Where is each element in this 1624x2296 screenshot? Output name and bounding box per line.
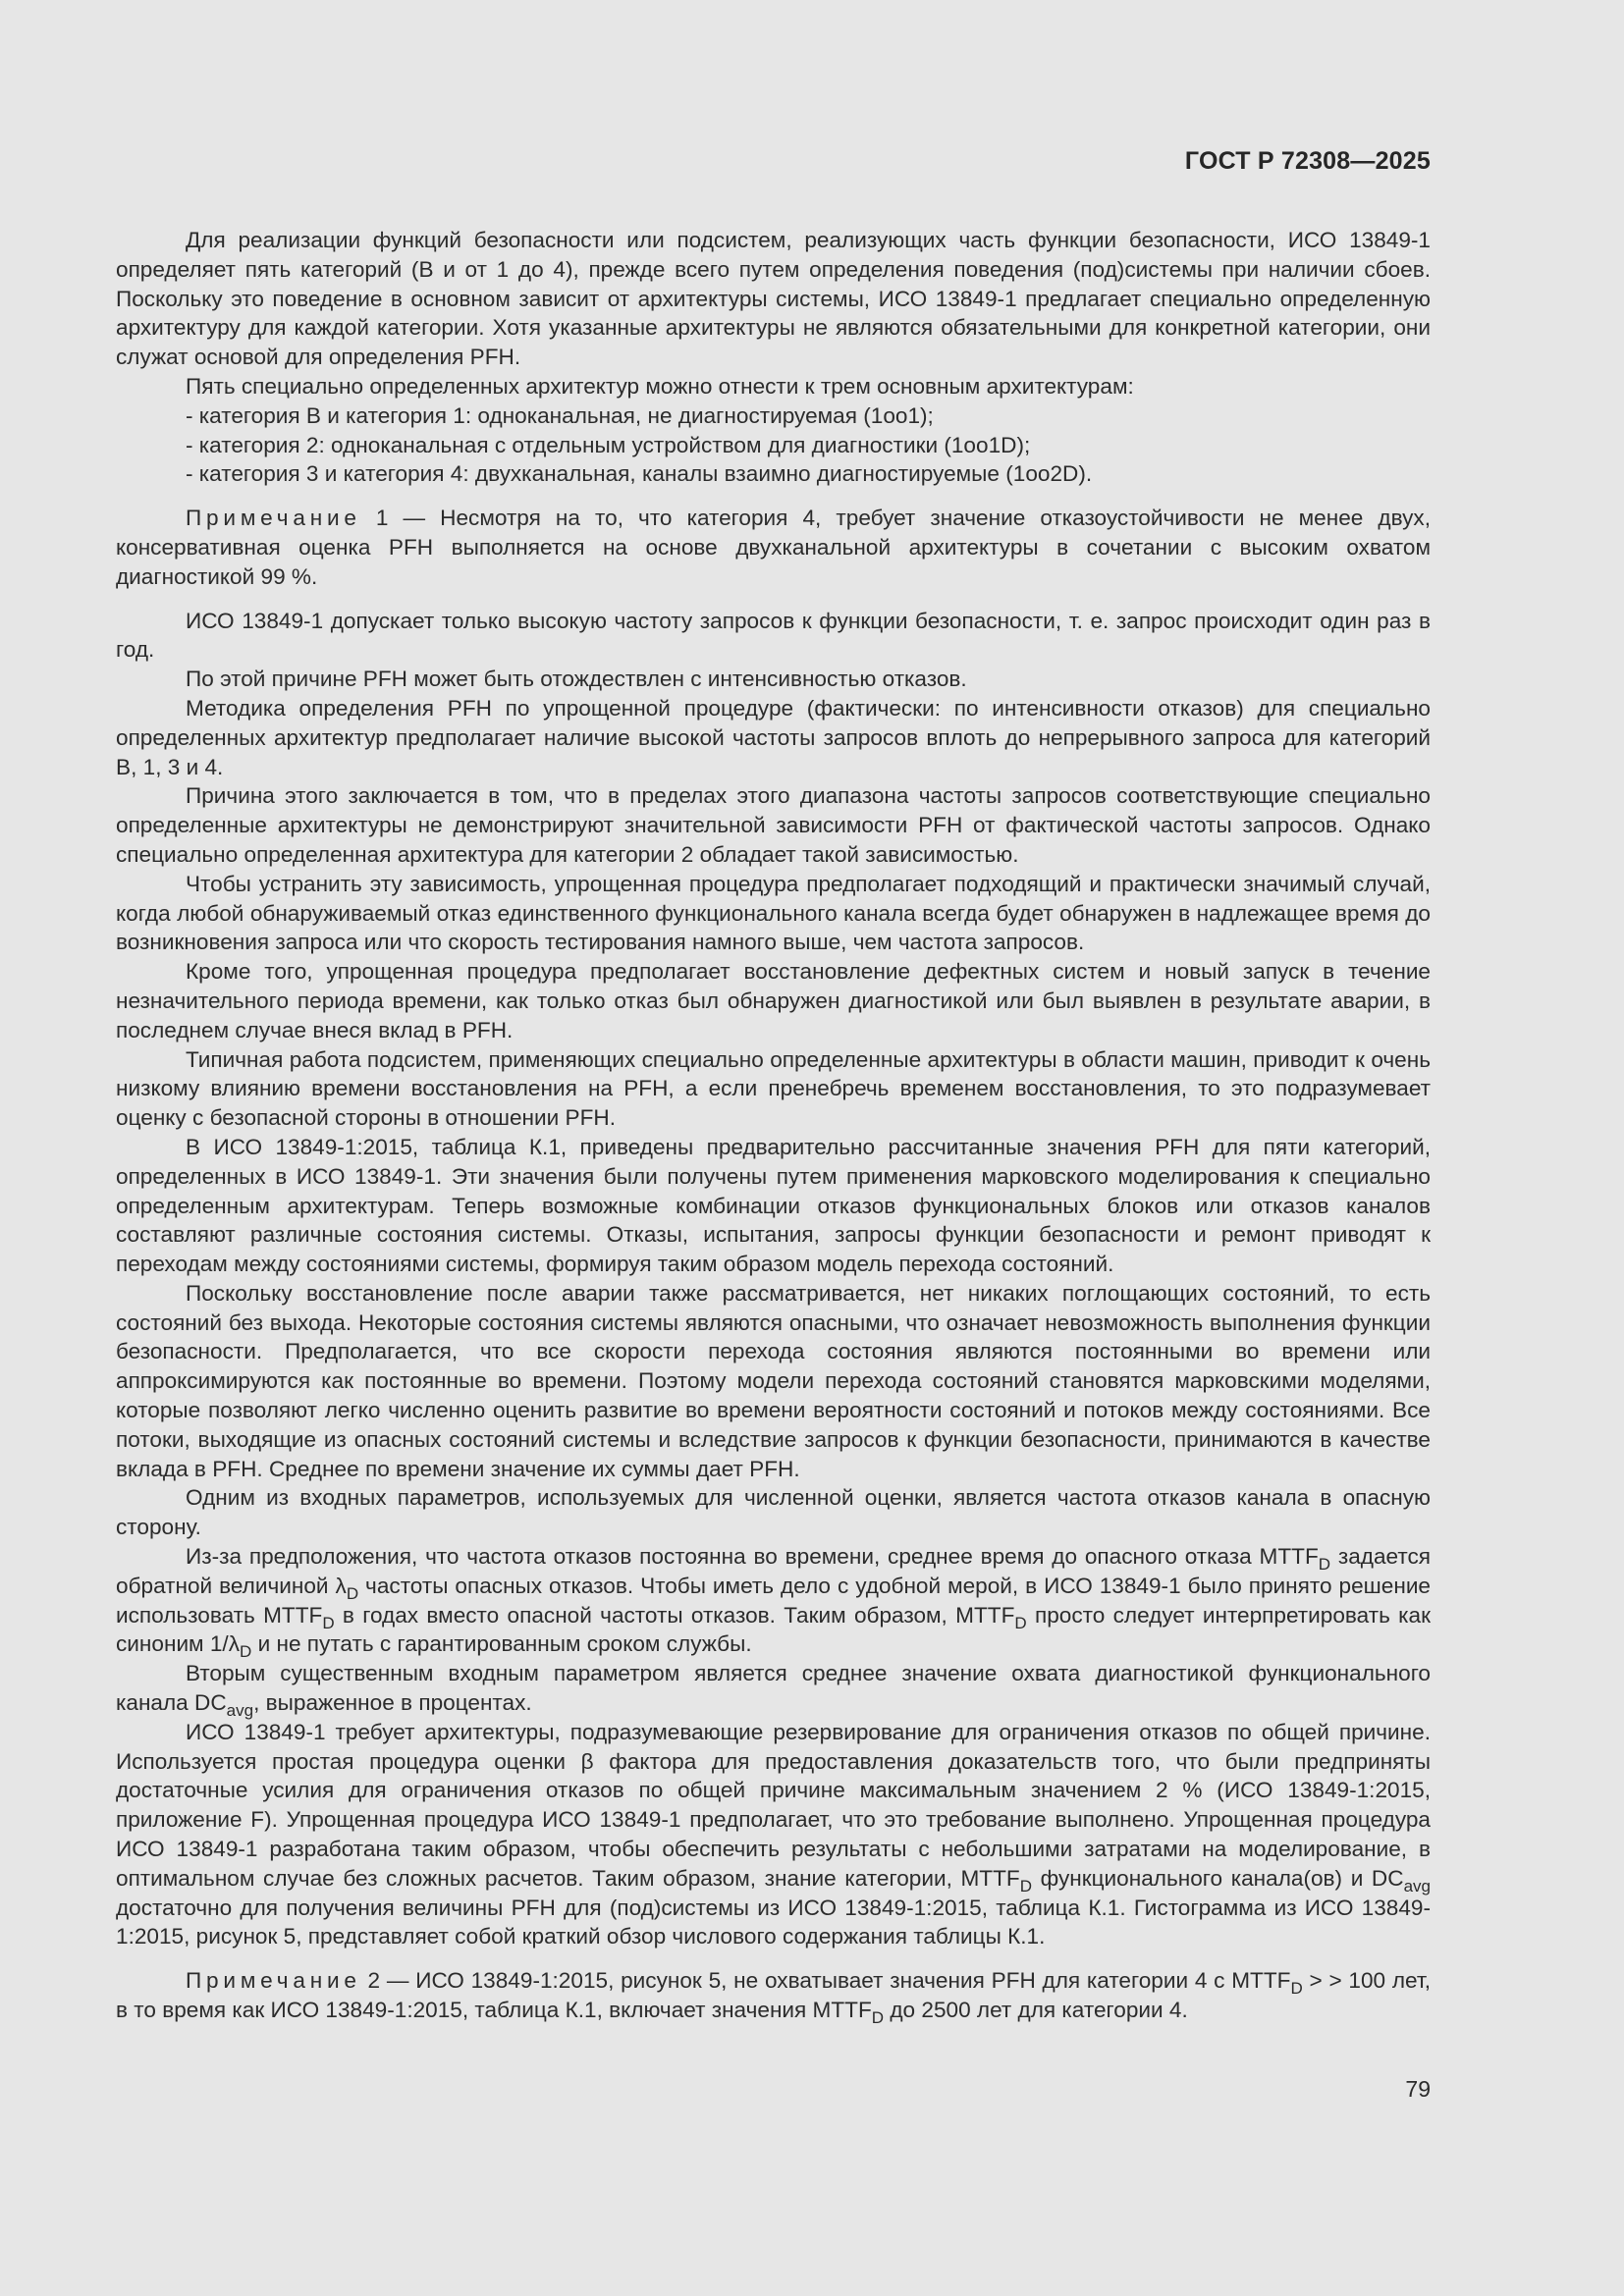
paragraph-ccf <box>116 1718 1431 1951</box>
text-run: функционального канала(ов) и DC <box>1032 1865 1404 1891</box>
paragraph: По этой причине PFH может быть отождествлен с интенсивностью отказов. <box>186 667 967 692</box>
subscript: D <box>346 1583 359 1603</box>
paragraph: Одним из входных параметров, используемых для численной оценки, является частота отказов канала в опасную сторону. <box>116 1485 1431 1540</box>
paragraph: Методика определения PFH по упрощенной процедуре (фактически: по интенсивности отказов) для специально определенных архитектур предполагает наличие высокой частоты запросов вплоть до непрерывного запроса для категорий B, 1, 3 и 4. <box>116 695 1431 779</box>
body-text <box>116 226 1432 2028</box>
note-text: до 2500 лет для категории 4. <box>884 1998 1188 2023</box>
subscript: D <box>240 1642 252 1662</box>
text-run: частоты опасных отказов. Чтобы иметь дело с удобной мерой, в ИСО 13849-1 было принято решение использовать MTTF <box>116 1573 1432 1628</box>
text-run: ИСО 13849-1 требует архитектуры, подразумевающие резервирование для ограничения отказов по общей причине. Используется простая процедура оценки β фактора для предоставления доказательств того, что были предприняты достаточные усилия для ограничения отказов по общей причине максимальным значением 2 % (ИСО 13849-1:2015, приложение F). Упрощенная процедура ИСО 13849-1 предполагает, что это требование выполнено. Упрощенная процедура ИСО 13849-1 разработана таким образом, чтобы обеспечить результаты с небольшими затратами на моделирование, в оптимальном случае без сложных расчетов. Таким образом, знание категории, MTTF <box>116 1719 1431 1891</box>
note-1 <box>116 504 1431 591</box>
text-run: просто следует интерпретировать как синоним 1/λ <box>116 1602 1431 1657</box>
paragraph-mttf <box>116 1542 1432 1662</box>
list-item: - категория 2: одноканальная с отдельным устройством для диагностики (1oo1D); <box>186 432 1031 457</box>
subscript: D <box>322 1613 335 1632</box>
text-run: Вторым существенным входным параметром является среднее значение охвата диагностикой функционального канала DC <box>116 1661 1431 1716</box>
text-run: Из-за предположения, что частота отказов постоянна во времени, среднее время до опасного отказа MTTF <box>186 1544 1319 1570</box>
paragraph: Кроме того, упрощенная процедура предполагает восстановление дефектных систем и новый запуск в течение незначительного периода времени, как только отказ был обнаружен диагностикой или был выявлен в результате аварии, в последнем случае внеся вклад в PFH. <box>116 959 1431 1042</box>
text-run: и не путать с гарантированным сроком службы. <box>251 1631 752 1657</box>
paragraph: Чтобы устранить эту зависимость, упрощенная процедура предполагает подходящий и практически значимый случай, когда любой обнаруживаемый отказ единственного функционального канала всегда будет обнаружен в надлежащее время до возникновения запроса или что скорость тестирования намного выше, чем частота запросов. <box>116 871 1431 955</box>
paragraph: ИСО 13849-1 допускает только высокую частоту запросов к функции безопасности, т. е. запрос происходит один раз в год. <box>116 608 1431 663</box>
list-item: - категория B и категория 1: одноканальная, не диагностируемая (1oo1); <box>186 402 934 428</box>
list-item: - категория 3 и категория 4: двухканальная, каналы взаимно диагностируемые (1oo2D). <box>186 461 1093 487</box>
document-header: ГОСТ Р 72308—2025 <box>1184 147 1431 175</box>
subscript: D <box>1014 1613 1027 1632</box>
paragraph: Причина этого заключается в том, что в пределах этого диапазона частоты запросов соответствующие специально определенные архитектуры не демонстрируют значительной зависимости PFH от фактической частоты запросов. Однако специально определенная архитектура для категории 2 обладает такой зависимостью. <box>116 783 1431 867</box>
paragraph: В ИСО 13849-1:2015, таблица К.1, приведены предварительно рассчитанные значения PFH для пяти категорий, определенных в ИСО 13849-1. Эти значения были получены путем применения марковского моделирования к специально определенным архитектурам. Теперь возможные комбинации отказов функциональных блоков или отказов каналов составляют различные состояния системы. Отказы, испытания, запросы функции безопасности и ремонт приводят к переходам между состояниями системы, формируя таким образом модель перехода состояний. <box>116 1134 1431 1277</box>
subscript: avg <box>1403 1876 1431 1896</box>
note-text: 1 — Несмотря на то, что категория 4, требует значение отказоустойчивости не менее двух, консервативная оценка PFH выполняется на основе двухканальной архитектуры в сочетании с высоким охватом диагностикой 99 %. <box>116 506 1431 589</box>
note-text: > > 100 лет, в то время как ИСО 13849-1:2015, таблица К.1, включает значения MTTF <box>116 1968 1431 2023</box>
note-label: Примечание <box>186 506 361 531</box>
note-label: Примечание <box>186 1968 361 1994</box>
page-number: 79 <box>1405 2076 1431 2102</box>
text-run: в годах вместо опасной частоты отказов. Таким образом, MTTF <box>334 1602 1015 1628</box>
paragraph: Пять специально определенных архитектур можно отнести к трем основным архитектурам: <box>186 373 1134 399</box>
note-2 <box>116 1966 1431 2028</box>
text-run: , выраженное в процентах. <box>253 1690 532 1716</box>
text-run: достаточно для получения величины PFH для (под)системы из ИСО 13849-1:2015, таблица К.1. Гистограмма из ИСО 13849-1:2015, рисунок 5, представляет собой краткий обзор числового содержания таблицы К.1. <box>116 1895 1431 1949</box>
subscript: D <box>871 2008 885 2028</box>
paragraph: Поскольку восстановление после аварии также рассматривается, нет никаких поглощающих состояний, то есть состояний без выхода. Некоторые состояния системы являются опасными, что означает невозможность выполнения функции безопасности. Предполагается, что все скорости перехода состояния являются постоянными во времени или аппроксимируются как постоянные во времени. Поэтому модели перехода состояний становятся марковскими моделями, которые позволяют легко численно оценить развитие во времени вероятности состояний и потоков между состояниями. Все потоки, выходящие из опасных состояний системы и вследствие запросов к функции безопасности, принимаются в качестве вклада в PFH. Среднее по времени значение их суммы дает PFH. <box>116 1280 1431 1481</box>
text-run: задается обратной величиной λ <box>116 1544 1431 1598</box>
subscript: D <box>1290 1979 1303 1999</box>
subscript: avg <box>226 1701 254 1721</box>
paragraph-dcavg <box>116 1659 1431 1721</box>
paragraph: Типичная работа подсистем, применяющих специально определенные архитектуры в области машин, приводит к очень низкому влиянию времени восстановления на PFH, а если пренебречь временем восстановления, то это подразумевает оценку с безопасной стороны в отношении PFH. <box>116 1046 1431 1131</box>
subscript: D <box>1019 1876 1032 1896</box>
subscript: D <box>1318 1555 1331 1575</box>
note-text: 2 — ИСО 13849-1:2015, рисунок 5, не охватывает значения PFH для категории 4 с MTTF <box>367 1968 1291 1994</box>
paragraph: Для реализации функций безопасности или подсистем, реализующих часть функции безопасности, ИСО 13849-1 определяет пять категорий (B и от 1 до 4), прежде всего путем определения поведения (под)системы при наличии сбоев. Поскольку это поведение в основном зависит от архитектуры системы, ИСО 13849-1 предлагает специально определенную архитектуру для каждой категории. Хотя указанные архитектуры не являются обязательными для конкретной категории, они служат основой для определения PFH. <box>116 228 1431 370</box>
